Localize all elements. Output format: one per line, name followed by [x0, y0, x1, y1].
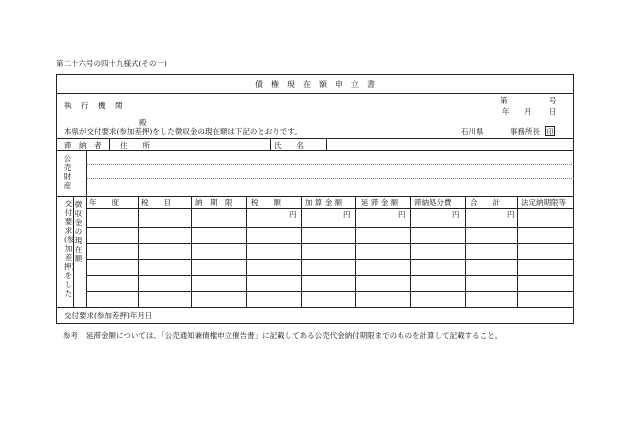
col-legal-due: 法定納期限等 [521, 198, 566, 207]
col-additional-tax: 加 算 金 額 [305, 198, 343, 207]
date-day-label: 日 [549, 107, 557, 116]
name-label: 氏 名 [274, 141, 304, 150]
col-due-date: 納 期 限 [195, 198, 233, 207]
table-row-line [86, 208, 574, 209]
note-text: 延滞金額については、「公売通知兼債権申立催告書」に記載してある公売代金納付期限までのものを計算して記載すること。 [86, 331, 503, 340]
recipient-label: 執 行 機 関 [64, 101, 124, 110]
table-bottom-line [56, 307, 574, 308]
request-date-label: 交付要求(参加差押)年月日 [64, 311, 153, 320]
form-title: 債 権 現 在 額 申 立 書 [255, 80, 375, 89]
col-tax-item: 税 目 [141, 198, 171, 207]
yen-mark: 円 [343, 210, 351, 219]
header-divider [56, 138, 574, 139]
col-delinquency: 延 滞 金 額 [361, 198, 399, 207]
amount-vertical-label: 徴収金の現在額 [74, 200, 83, 263]
date-month-label: 月 [524, 107, 532, 116]
table-row-line [86, 243, 574, 244]
col-tax-amount: 税 額 [251, 198, 281, 207]
title-divider [56, 93, 574, 94]
col-total: 合 計 [470, 198, 500, 207]
number-suffix: 号 [549, 96, 557, 105]
dono-label: 殿 [139, 118, 147, 127]
property-divider [56, 196, 574, 197]
statement-text: 本県が交付要求(参加差押)をした徴収金の現在額は下記のとおりです。 [64, 127, 302, 136]
col-disposition-fee: 滞納処分費 [414, 198, 452, 207]
date-year-label: 年 [502, 107, 510, 116]
address-label: 住 所 [120, 141, 150, 150]
table-row-line [86, 291, 574, 292]
number-prefix: 第 [500, 96, 508, 105]
table-row-line [86, 275, 574, 276]
yen-mark: 円 [289, 210, 297, 219]
taxpayer-divider [56, 150, 574, 151]
yen-mark: 円 [398, 210, 406, 219]
public-property-label: 公売財産 [63, 154, 72, 190]
taxpayer-label: 滞 納 者 [64, 141, 102, 150]
table-row-line [86, 259, 574, 260]
col-year: 年 度 [89, 198, 119, 207]
request-vertical-label: 交付要求(参加差押)をした [64, 199, 75, 298]
seal-stamp: 印 [546, 128, 554, 136]
yen-mark: 円 [507, 210, 515, 219]
issuer-title: 事務所長 [510, 127, 540, 136]
table-row-line [86, 227, 574, 228]
yen-mark: 円 [452, 210, 460, 219]
form-number: 第二十六号の四十九様式(その一) [56, 59, 167, 68]
note-label: 参考 [63, 331, 78, 340]
issuer-prefecture: 石川県 [461, 127, 484, 136]
